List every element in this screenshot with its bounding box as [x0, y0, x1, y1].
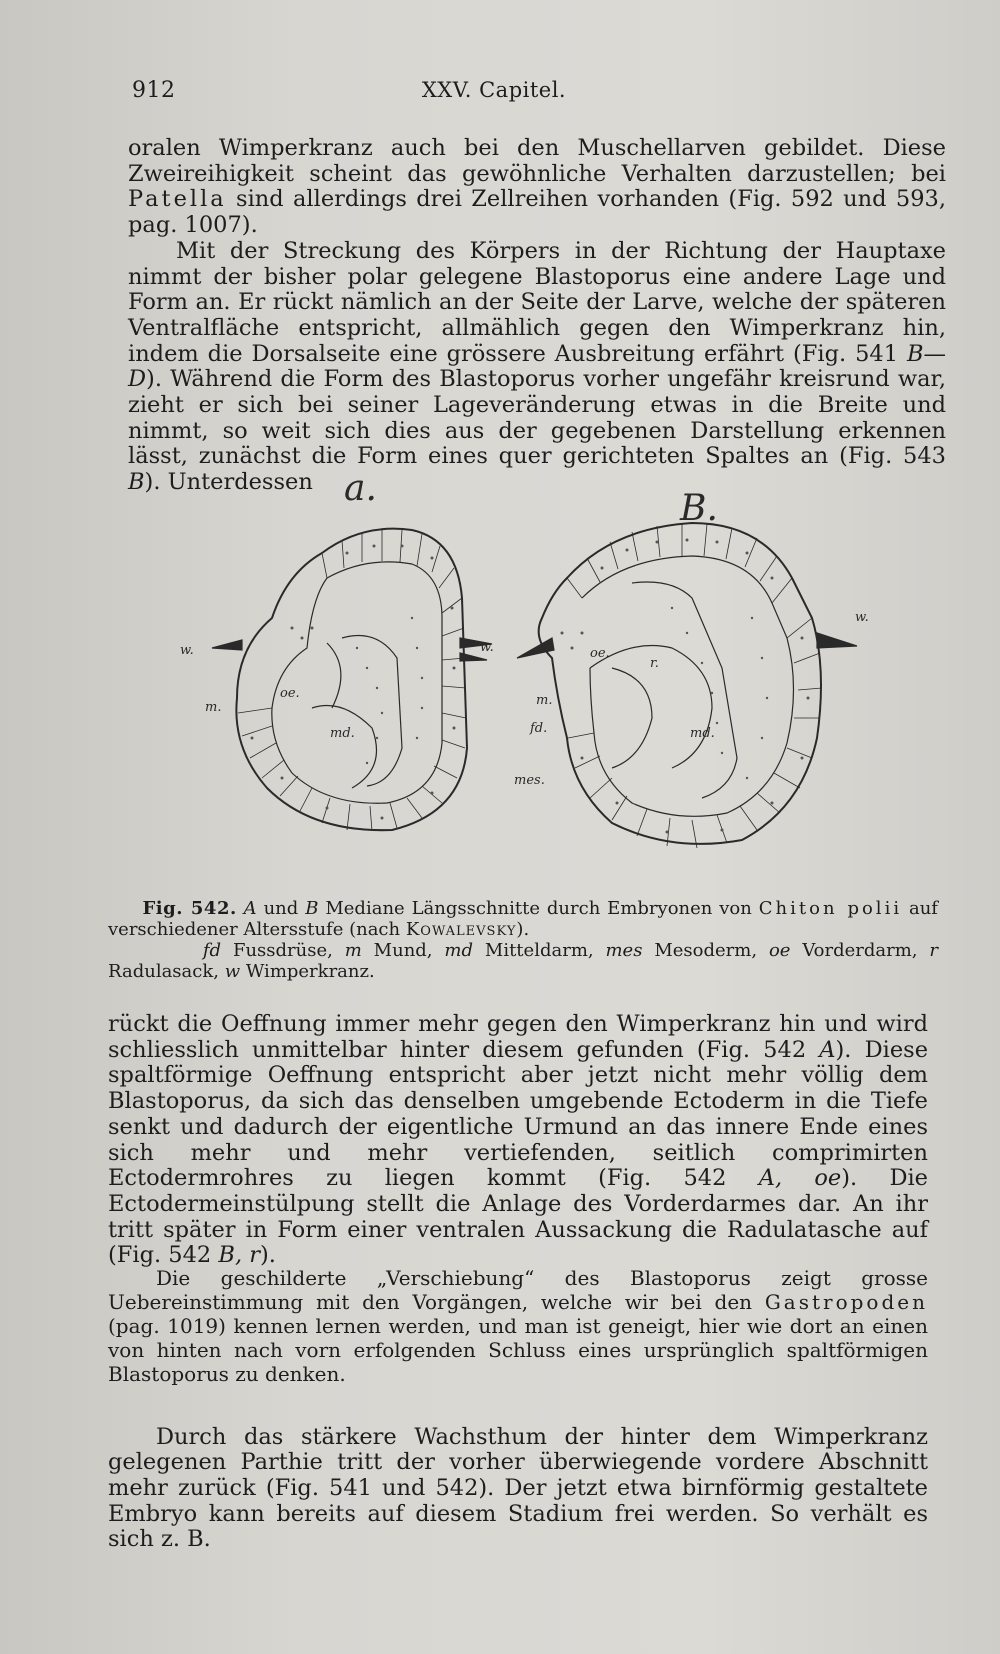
caption-fig-number: Fig. 542. [142, 898, 237, 919]
legend-desc: Mitteldarm, [484, 940, 594, 961]
legend-abbr: md [444, 940, 474, 961]
figure-ref-2: B [128, 469, 145, 496]
caption-species: Chiton polii [758, 898, 903, 919]
figure-ref: A, oe [758, 1165, 842, 1192]
page-number: 912 [132, 78, 176, 103]
caption-a: A [243, 898, 257, 919]
caption-text-2: auf verschiedener Altersstufe (nach [108, 898, 938, 940]
paragraph-2-end: ). Unterdessen [144, 469, 313, 496]
caption-b: B [305, 898, 319, 919]
caption-und: und [263, 898, 299, 919]
chapter-title: XXV. Capitel. [421, 78, 567, 102]
paragraph-2-text: Mit der Streckung des Körpers in der Richtung der Hauptaxe nimmt der bisher polar gelegene Blastoporus eine andere Lage und Form an. Er rückt nämlich an der Seite der Larve, welche der späteren Ventralfläche entspricht, allmählich gegen den Wimperkranz hin, indem die Dorsalseite eine grössere Ausbreitung erfährt (Fig. 541 [128, 237, 946, 367]
label-w-mid: w. [480, 640, 494, 655]
paragraph-3-cont: ). Diese spaltförmige Oeffnung entspricht aber jetzt nicht mehr völlig dem Blastoporus, da sich das denselben umgebende Ectoderm in die Tiefe senkt und dadurch der eigentliche Urmund an das innere Ende eines sich mehr und mehr vertiefenden, seitlich comprimirten Ectodermrohres zu liegen kommt (Fig. 542 [108, 1036, 929, 1192]
label-oe-right: oe. [590, 646, 610, 661]
caption-line [108, 898, 938, 940]
embryo-b [517, 523, 857, 848]
caption-author: Kowalevsky [405, 919, 517, 940]
figure-ref: B—D [128, 340, 947, 393]
figure-caption [108, 898, 938, 982]
text-block-small [108, 1266, 928, 1386]
legend-abbr: oe [768, 940, 791, 961]
label-md-right: md. [690, 726, 715, 741]
group-gastropoden: Gastropoden [764, 1290, 928, 1314]
label-r-right: r. [650, 656, 659, 671]
text-block-top [128, 136, 946, 496]
caption-text: Mediane Längsschnitte durch Embryonen von [325, 898, 752, 919]
label-m-left: m. [205, 700, 222, 715]
paragraph-3-text: rückt die Oeffnung immer mehr gegen den Wimperkranz hin und wird schliesslich unmittelbar hinter diesem gefunden (Fig. 542 [108, 1011, 928, 1063]
figure-542 [112, 468, 962, 903]
caption-legend [108, 940, 938, 982]
legend-desc: Radulasack, [108, 961, 219, 982]
figure-letter-b: B. [680, 488, 718, 529]
caption-text-end: ). [516, 919, 530, 940]
legend-abbr: mes [605, 940, 643, 961]
legend-desc: Fussdrüse, [232, 940, 333, 961]
figure-letter-a: a. [344, 468, 377, 509]
label-fd-right: fd. [530, 721, 548, 736]
embryo-illustration [112, 468, 962, 903]
page-header [132, 78, 900, 104]
legend-abbr: m [344, 940, 362, 961]
paragraph-4 [108, 1266, 928, 1386]
paragraph-2 [128, 239, 946, 496]
label-mes-right: mes. [514, 773, 545, 788]
label-w-left: w. [180, 643, 194, 658]
label-w-right: w. [855, 610, 869, 625]
paragraph-5: Durch das stärkere Wachsthum der hinter dem Wimperkranz gelegenen Parthie tritt der vorher überwiegende vordere Abschnitt mehr zurück (Fig. 541 und 542). Der jetzt etwa birnförmig gestaltete Embryo kann bereits auf diesem Stadium frei werden. So verhält es sich z. B. [108, 1423, 928, 1553]
paragraph-3-cont-2: ). Die Ectodermeinstülpung stellt die Anlage des Vorderdarmes dar. An ihr tritt später in Form einer ventralen Aussackung die Radulatasche auf (Fig. 542 [108, 1165, 929, 1269]
paragraph-1-end: sind allerdings drei Zellreihen vorhanden (Fig. 592 und 593, pag. 1007). [128, 186, 946, 239]
legend-desc: Mesoderm, [654, 940, 758, 961]
legend-abbr: w [224, 961, 241, 982]
genus-patella: Patella [128, 186, 227, 213]
label-md-left: md. [330, 726, 355, 741]
legend-abbr: r [929, 940, 939, 961]
paragraph-1 [128, 136, 946, 239]
text-block-bottom [108, 1402, 928, 1576]
paragraph-4-text: Die geschilderte „Verschiebung“ des Blastoporus zeigt grosse Uebereinstimmung mit den Vorgängen, welche wir bei den [108, 1266, 928, 1314]
legend-abbr: fd [202, 940, 222, 961]
paragraph-1-text: oralen Wimperkranz auch bei den Muschellarven gebildet. Diese Zweireihigkeit scheint das gewöhnliche Verhalten darzustellen; bei [128, 135, 946, 187]
paragraph-2-cont: ). Während die Form des Blastoporus vorher ungefähr kreisrund war, zieht er sich bei seiner Lageveränderung etwas in die Breite und nimmt, so weit sich dies aus der gegebenen Darstellung erkennen lässt, zunächst die Form eines quer gerichteten Spaltes an (Fig. 543 [128, 366, 946, 470]
embryo-a [212, 529, 492, 831]
paragraph-3-end: ). [260, 1242, 276, 1269]
figure-ref: A [819, 1036, 836, 1063]
label-oe-left: oe. [280, 686, 300, 701]
paragraph-3 [108, 1012, 928, 1269]
legend-desc: Mund, [373, 940, 433, 961]
paragraph-4-cont: (pag. 1019) kennen lernen werden, und man ist geneigt, hier wie dort an einen von hinten nach vorn erfolgenden Schluss eines ursprünglich spaltförmigen Blastoporus zu denken. [108, 1314, 928, 1386]
text-block-middle [108, 1012, 928, 1269]
figure-ref: B, r [218, 1242, 261, 1269]
label-m-right: m. [536, 693, 553, 708]
legend-desc: Wimperkranz. [245, 961, 375, 982]
legend-desc: Vorderdarm, [802, 940, 918, 961]
